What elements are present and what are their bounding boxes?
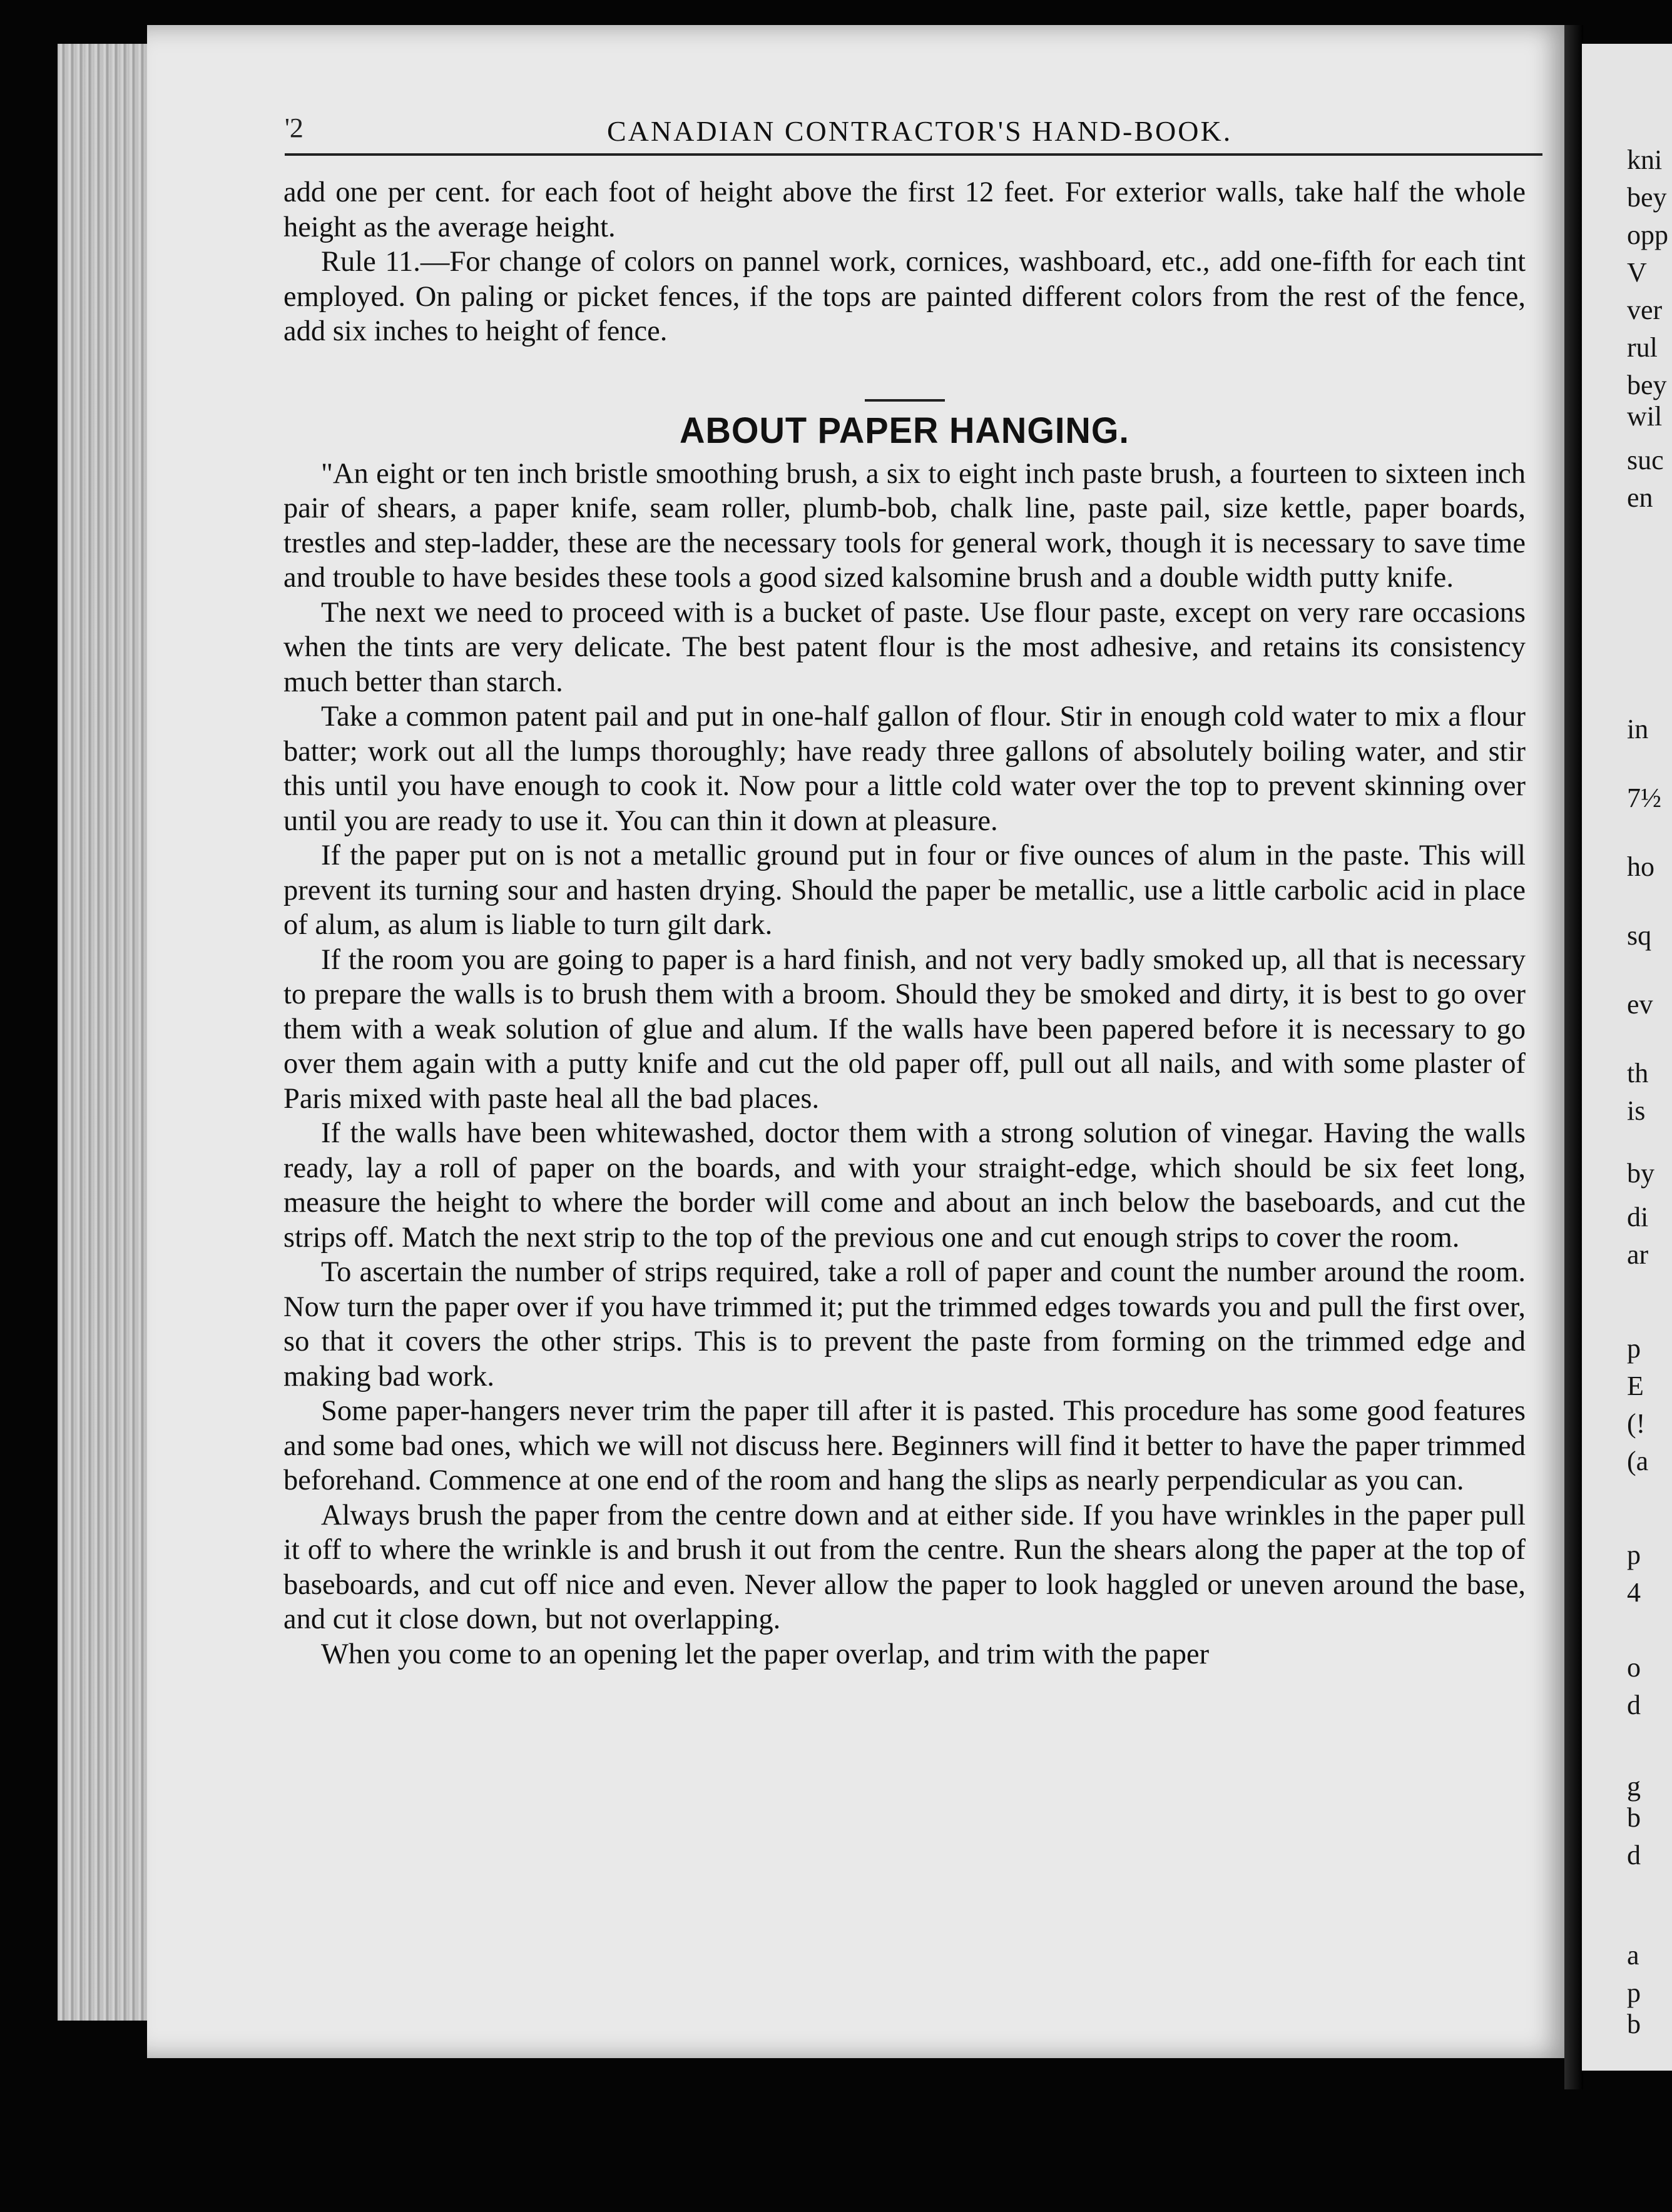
facing-page-fragment: rul	[1627, 332, 1658, 363]
facing-page-fragment: 4	[1627, 1577, 1641, 1608]
facing-page-fragment: di	[1627, 1202, 1649, 1232]
section-title: ABOUT PAPER HANGING.	[680, 408, 1129, 451]
facing-page-fragment: a	[1627, 1940, 1639, 1971]
page-number: '2	[285, 113, 303, 143]
paragraph-rule-11: Rule 11.—For change of colors on pannel work, cornices, washboard, etc., add one-fifth for each tint employed. On paling or picket fences, if the tops are painted different colors from the rest of the fence, add six inches to height of fence.	[283, 246, 1526, 347]
facing-page-fragment: (!	[1627, 1408, 1646, 1439]
facing-page-fragment: opp	[1627, 220, 1668, 250]
facing-page-fragment: en	[1627, 482, 1653, 513]
facing-page-fragment: bey	[1627, 370, 1667, 400]
facing-page-fragment: b	[1627, 1802, 1641, 1833]
facing-page-fragment: is	[1627, 1095, 1646, 1126]
paragraph: Take a common patent pail and put in one-half gallon of flour. Stir in enough cold water to mix a flour batter; work out all the lumps thoroughly; have ready three gallons of absolutely boiling water, and stir this until you have enough to cook it. Now pour a little cold water over the top to prevent skinning over until you are ready to use it. You can thin it down at pleasure.	[283, 701, 1526, 837]
facing-page-fragment: p	[1627, 1540, 1641, 1570]
paragraph: If the paper put on is not a metallic ground put in four or five ounces of alum in the paste. This will prevent its turning sour and hasten drying. Should the paper be metallic, use a little carbolic acid in place of alum, as alum is liable to turn gilt dark.	[283, 840, 1526, 941]
facing-page-fragment: kni	[1627, 145, 1663, 175]
facing-page-fragment: by	[1627, 1158, 1654, 1189]
facing-page-fragment: b	[1627, 2009, 1641, 2039]
paragraph: To ascertain the number of strips required, take a roll of paper and count the number around the room. Now turn the paper over if you have trimmed it; put the trimmed edges towards you and pull the first over, so that it covers the other strips. This is to prevent the paste from forming on the trimmed edge and making bad work.	[283, 1256, 1526, 1393]
facing-page-fragment: p	[1627, 1977, 1641, 2008]
paragraph: The next we need to proceed with is a bucket of paste. Use flour paste, except on very rare occasions when the tints are very delicate. The best patent flour is the most adhesive, and retains its consistency much better than starch.	[283, 596, 1526, 698]
section-divider	[865, 399, 945, 402]
facing-page-edge	[1582, 44, 1672, 2071]
facing-page-fragment: V	[1627, 257, 1647, 288]
paragraph: If the room you are going to paper is a hard finish, and not very badly smoked up, all that is necessary to prepare the walls is to brush them with a broom. Should they be smoked and dirty, it is best to go over them with a weak solution of glue and alum. If the walls have been papered before it is necessary to go over them again with a putty knife and cut the old paper off, pull out all nails, and with some plaster of Paris mixed with paste heal all the bad places.	[283, 943, 1526, 1115]
facing-page-fragment: ver	[1627, 295, 1663, 325]
facing-page-fragment: bey	[1627, 182, 1667, 213]
running-head	[285, 109, 1542, 156]
paragraph-last: When you come to an opening let the paper overlap, and trim with the paper	[321, 1638, 1210, 1670]
running-title: CANADIAN CONTRACTOR'S HAND-BOOK.	[607, 115, 1233, 147]
facing-page-fragment: th	[1627, 1058, 1649, 1088]
facing-page-fragment: ev	[1627, 989, 1653, 1020]
paragraph: If the walls have been whitewashed, doctor them with a strong solution of vinegar. Having the walls ready, lay a roll of paper on the boards, and with your straight-edge, which should be six feet long, measure the height to where the border will come and about an inch below the baseboards, and cut the strips off. Match the next strip to the top of the previous one and cut enough strips to cover the room.	[283, 1117, 1526, 1254]
facing-page-fragment: g	[1627, 1771, 1641, 1802]
paragraph: Some paper-hangers never trim the paper till after it is pasted. This procedure has some good features and some bad ones, which we will not discuss here. Beginners will find it better to have the paper trimmed beforehand. Commence at one end of the room and hang the slips as nearly perpendicular as you can.	[283, 1395, 1526, 1496]
facing-page-fragment: o	[1627, 1652, 1641, 1683]
page-edges	[58, 44, 151, 2021]
facing-page-fragment: p	[1627, 1333, 1641, 1364]
paragraph: "An eight or ten inch bristle smoothing brush, a six to eight inch paste brush, a fourteen to sixteen inch pair of shears, a paper knife, seam roller, plumb-bob, chalk line, paste pail, size kettle, paper boards, trestles and step-ladder, these are the necessary tools for general work, though it is necessary to save time and trouble to have besides these tools a good sized kalsomine brush and a double width putty knife.	[283, 457, 1526, 594]
book-gutter	[1564, 25, 1583, 2089]
facing-page-fragment: d	[1627, 1840, 1641, 1870]
facing-page-fragment: E	[1627, 1371, 1644, 1401]
paragraph-continued: add one per cent. for each foot of height above the first 12 feet. For exterior walls, take half the whole height as the average height.	[283, 176, 1526, 243]
facing-page-fragment: (a	[1627, 1446, 1649, 1476]
paragraph: Always brush the paper from the centre down and at either side. If you have wrinkles in the paper pull it off to where the wrinkle is and brush it out from the centre. Run the shears along the paper at the top of baseboards, and cut off nice and even. Never allow the paper to look haggled or uneven around the base, and cut it close down, but not overlapping.	[283, 1499, 1526, 1635]
facing-page-fragment: ar	[1627, 1239, 1649, 1270]
facing-page-fragment: suc	[1627, 445, 1664, 475]
facing-page-fragment: d	[1627, 1690, 1641, 1720]
body-text	[283, 175, 1526, 1672]
facing-page-fragment: wil	[1627, 401, 1663, 432]
facing-page-fragment: sq	[1627, 920, 1652, 951]
facing-page-fragment: 7½	[1627, 783, 1661, 813]
facing-page-fragment: ho	[1627, 851, 1654, 882]
facing-page-fragment: in	[1627, 714, 1649, 744]
